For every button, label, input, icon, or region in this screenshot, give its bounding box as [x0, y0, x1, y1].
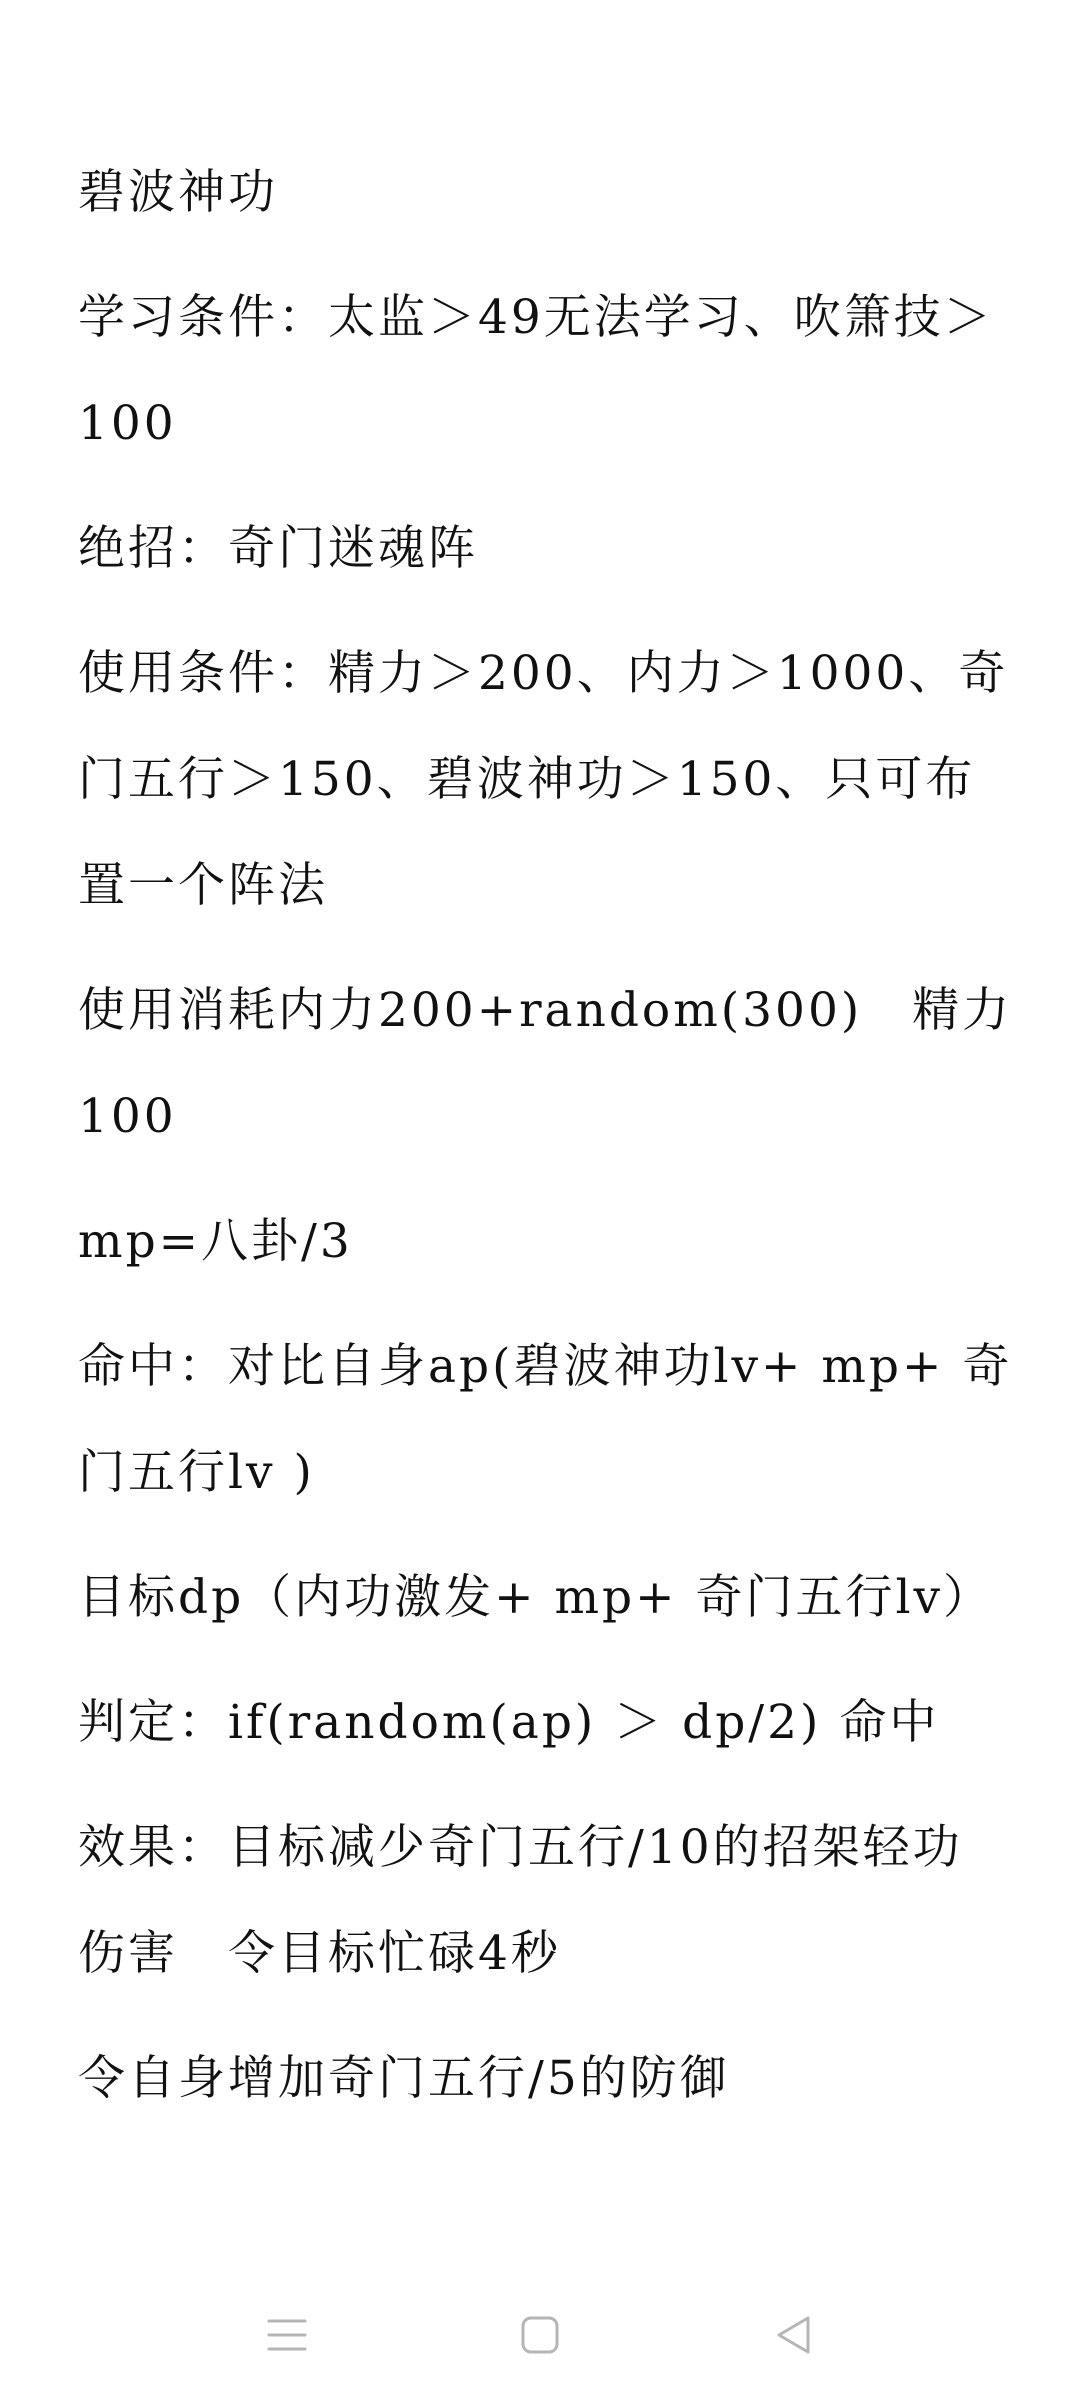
menu-button[interactable]	[247, 2295, 327, 2375]
use-cost: 使用消耗内力200+random(300) 精力100	[78, 983, 1013, 1144]
judgement-formula: 判定：if(random(ap) ＞ dp/2) 命中	[78, 1695, 940, 1750]
self-buff-description: 令自身增加奇门五行/5的防御	[78, 2051, 730, 2106]
note-content	[78, 140, 1018, 2151]
use-condition: 使用条件：精力＞200、内力＞1000、奇门五行＞150、碧波神功＞150、只可布置一个阵法	[78, 646, 1009, 913]
learn-condition: 学习条件：太监＞49无法学习、吹箫技＞100	[78, 290, 994, 451]
home-icon	[521, 2316, 559, 2354]
menu-icon	[267, 2318, 307, 2352]
note-title: 碧波神功	[78, 165, 278, 220]
special-move: 绝招：奇门迷魂阵	[78, 521, 478, 576]
back-icon	[774, 2314, 812, 2356]
system-navigation-bar	[0, 2270, 1080, 2400]
home-button[interactable]	[500, 2295, 580, 2375]
target-dp-formula: 目标dp（内功激发+ mp+ 奇门五行lv）	[78, 1570, 994, 1625]
effect-description: 效果：目标减少奇门五行/10的招架轻功 伤害 令目标忙碌4秒	[78, 1820, 1013, 1981]
back-button[interactable]	[753, 2295, 833, 2375]
mp-formula: mp=八卦/3	[78, 1214, 353, 1269]
hit-formula: 命中：对比自身ap(碧波神功lv+ mp+ 奇门五行lv )	[78, 1339, 1013, 1500]
